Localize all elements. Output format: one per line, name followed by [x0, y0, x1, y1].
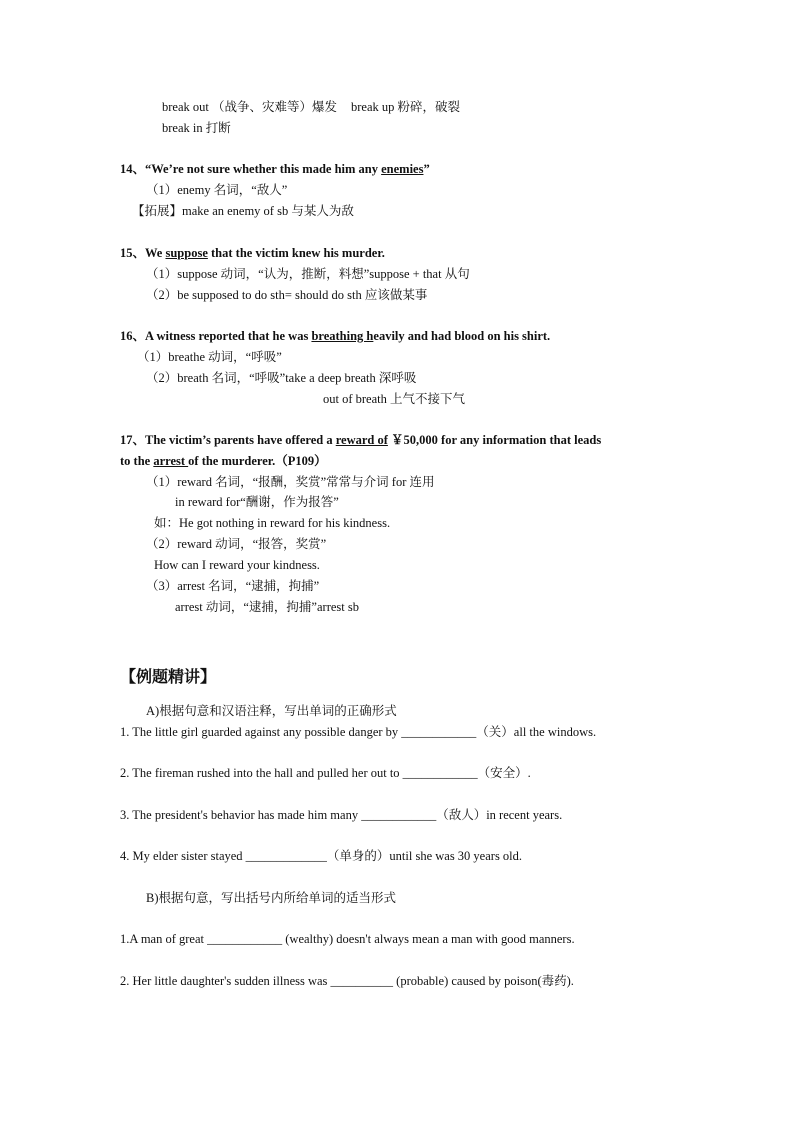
note-line	[162, 99, 460, 115]
example-line: How can I reward your kindness.	[154, 558, 320, 572]
underlined-word: reward of	[335, 433, 388, 447]
underlined-word: breathing h	[311, 329, 374, 343]
note-line: （1）enemy 名词，“敌人”	[146, 183, 288, 197]
note-line: in reward for“酬谢，作为报答”	[175, 495, 339, 509]
heading-text: 16、A witness reported that he was	[120, 329, 312, 343]
heading-text: 15、We	[120, 246, 166, 260]
heading-text: eavily and had blood on his shirt.	[373, 329, 551, 343]
item-15-heading	[120, 245, 385, 261]
item-17-heading	[120, 432, 601, 448]
note-line: （2）be supposed to do sth= should do sth 应该做某事	[146, 288, 428, 302]
note-line: arrest 动词，“逮捕，拘捕”arrest sb	[175, 600, 359, 614]
note-line: （1）suppose 动词，“认为，推断，料想”suppose + that 从句	[146, 267, 470, 281]
heading-text: of the murderer.（P109）	[188, 454, 327, 468]
heading-text: to the	[120, 454, 154, 468]
note-line: （3）arrest 名词，“逮捕，拘捕”	[146, 579, 320, 593]
item-16-heading	[120, 328, 550, 344]
part-a-instruction: A)根据句意和汉语注释，写出单词的正确形式	[146, 704, 397, 718]
exercise-item: 3. The president's behavior has made him many ____________（敌人）in recent years.	[120, 808, 563, 822]
part-b-instruction: B)根据句意，写出括号内所给单词的适当形式	[146, 891, 397, 905]
exercise-item: 1.A man of great ____________ (wealthy) doesn't always mean a man with good manners.	[120, 932, 575, 946]
heading-text: 14、“We’re not sure whether this made him any	[120, 162, 382, 176]
heading-text: ￥50,000 for any information that leads	[387, 433, 602, 447]
underlined-word: enemies	[381, 162, 424, 176]
exercise-item: 2. Her little daughter's sudden illness was __________ (probable) caused by poison(毒药).	[120, 974, 574, 988]
item-17-heading-cont	[120, 453, 327, 469]
item-14-heading	[120, 161, 430, 177]
heading-text: 17、The victim’s parents have offered a	[120, 433, 336, 447]
note-line: （1）breathe 动词，“呼吸”	[137, 350, 282, 364]
underlined-word: arrest	[153, 454, 189, 468]
note-text: break out （战争、灾难等）爆发	[162, 100, 337, 114]
exercise-item: 4. My elder sister stayed _____________（单身的）until she was 30 years old.	[120, 849, 523, 863]
exercise-item: 2. The fireman rushed into the hall and pulled her out to ____________（安全）.	[120, 766, 531, 780]
heading-text: ”	[423, 162, 430, 176]
underlined-word: suppose	[165, 246, 208, 260]
exercise-item: 1. The little girl guarded against any possible danger by ____________（关）all the windows.	[120, 725, 597, 739]
extension-note: 【拓展】make an enemy of sb 与某人为敌	[132, 204, 354, 218]
note-line: （2）breath 名词，“呼吸”take a deep breath 深呼吸	[146, 371, 417, 385]
note-line: （2）reward 动词，“报答，奖赏”	[146, 537, 327, 551]
section-title: 【例题精讲】	[120, 669, 217, 686]
note-line: （1）reward 名词，“报酬，奖赏”常常与介词 for 连用	[146, 475, 435, 489]
heading-text: that the victim knew his murder.	[207, 246, 385, 260]
note-line: out of breath 上气不接下气	[323, 392, 465, 406]
note-text: break up 粉碎，破裂	[350, 100, 460, 114]
example-line: 如：He got nothing in reward for his kindness.	[154, 516, 391, 530]
note-line: break in 打断	[162, 121, 231, 135]
